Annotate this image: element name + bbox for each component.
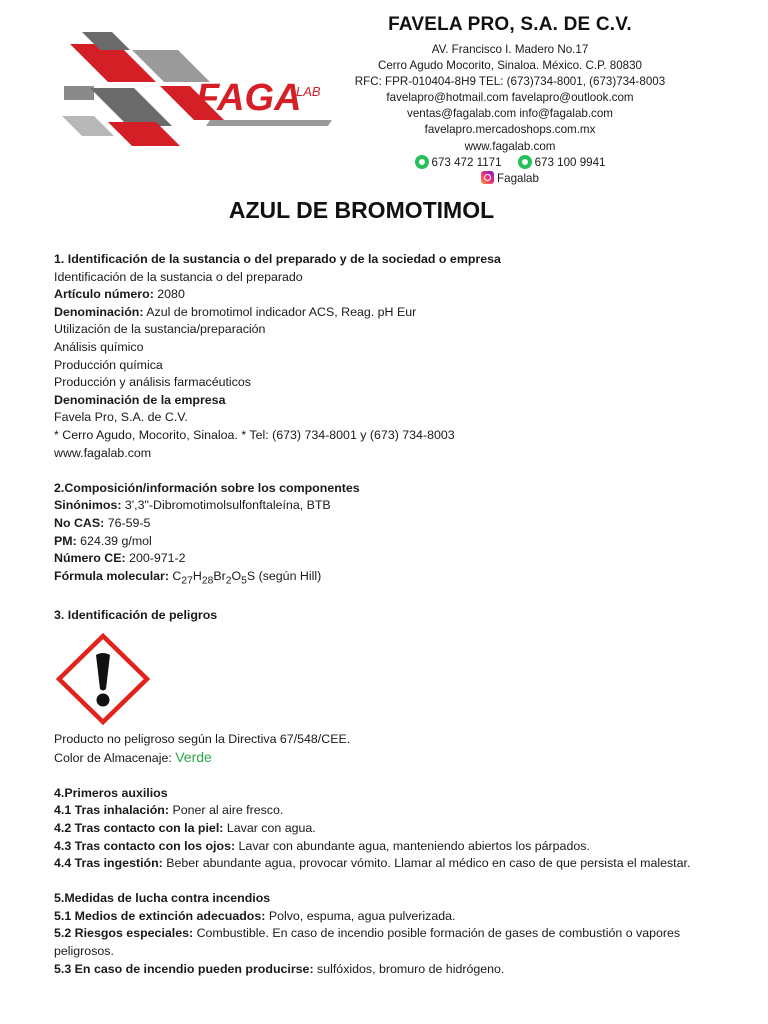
email-line-2[interactable]: ventas@fagalab.com info@fagalab.com — [407, 107, 613, 121]
rfc-phone-line: RFC: FPR-010404-8H9 TEL: (673)734-8001, (673)734-8003 — [354, 75, 666, 89]
section-1-heading: 1. Identificación de la sustancia o del preparado y de la sociedad o empresa — [54, 252, 501, 266]
storage-color-value: Verde — [175, 748, 212, 765]
email-line[interactable]: favelapro@hotmail.com favelapro@outlook.com — [386, 91, 634, 105]
address-line: AV. Francisco I. Madero No.17 — [431, 43, 589, 56]
exclamation-warning-icon — [54, 633, 152, 725]
website-link[interactable]: www.fagalab.com — [464, 139, 556, 153]
empresa-address: * Cerro Agudo, Mocorito, Sinaloa. * Tel: (673) 734-8001 y (673) 734-8003 — [54, 427, 455, 442]
sinonimos-label: Sinónimos: — [54, 498, 122, 513]
sinonimos-row — [54, 497, 734, 515]
pm-row — [54, 533, 734, 551]
logo-graphic — [60, 30, 332, 150]
formula-h: H — [192, 568, 202, 583]
whatsapp-icon — [415, 155, 429, 169]
cas-value: 76-59-5 — [104, 515, 151, 530]
first-aid-value: Lavar con agua. — [223, 820, 316, 835]
empresa-label: Denominación de la empresa — [54, 392, 226, 407]
formula-br: Br — [213, 568, 226, 583]
address-line-2: Cerro Agudo Mocorito, Sinaloa. México. C.P. 80830 — [377, 59, 642, 73]
document-body — [54, 251, 734, 978]
formula-row — [54, 568, 734, 590]
empresa-name: Favela Pro, S.A. de C.V. — [54, 410, 188, 425]
logo-wordmark: FAGA — [196, 77, 302, 119]
cas-label: No CAS: — [54, 515, 105, 530]
formula-sub: 2 — [225, 575, 232, 587]
whatsapp-number-2[interactable]: 673 100 9941 — [534, 155, 606, 169]
empresa-website[interactable]: www.fagalab.com — [54, 445, 152, 460]
first-aid-row — [54, 820, 734, 838]
section-1-line: Identificación de la sustancia o del preparado — [54, 269, 303, 284]
formula-sub: 27 — [181, 575, 193, 587]
uso-line: Producción y análisis farmacéuticos — [54, 375, 251, 390]
fire-measure-label: 5.1 Medios de extinción adecuados: — [54, 908, 266, 923]
articulo-label: Artículo número: — [54, 287, 154, 302]
pm-label: PM: — [54, 533, 77, 548]
denominacion-label: Denominación: — [54, 304, 144, 319]
whatsapp-line — [350, 155, 670, 171]
first-aid-row — [54, 838, 734, 856]
first-aid-label: 4.1 Tras inhalación: — [54, 803, 170, 818]
articulo-row — [54, 286, 734, 304]
articulo-value: 2080 — [153, 287, 185, 302]
formula-o: O — [231, 568, 242, 583]
denominacion-value: Azul de bromotimol indicador ACS, Reag. pH Eur — [143, 304, 417, 319]
first-aid-value: Lavar con abundante agua, manteniendo abiertos los párpados. — [235, 838, 590, 853]
section-3-heading: 3. Identificación de peligros — [54, 608, 218, 623]
first-aid-row — [54, 802, 734, 820]
first-aid-value: Beber abundante agua, provocar vómito. Llamar al médico en caso de que persista el malestar. — [162, 856, 691, 871]
formula-c: C — [168, 568, 182, 583]
section-4-heading: 4.Primeros auxilios — [54, 785, 168, 800]
uso-line: Análisis químico — [54, 339, 144, 354]
fire-measure-label: 5.3 En caso de incendio pueden producirse: — [54, 961, 314, 976]
fire-measure-value: Polvo, espuma, agua pulverizada. — [265, 908, 456, 923]
fire-measure-value: sulfóxidos, bromuro de hidrógeno. — [313, 961, 505, 976]
fire-measure-value: Combustible. En caso de incendio posible formación de gases de combustión o vapores peligrosos. — [54, 926, 681, 959]
document-title: AZUL DE BROMOTIMOL — [228, 197, 495, 223]
first-aid-value: Poner al aire fresco. — [169, 803, 284, 818]
shop-link[interactable]: favelapro.mercadoshops.com.mx — [424, 123, 596, 137]
formula-label: Fórmula molecular: — [54, 568, 169, 583]
hazard-statement: Producto no peligroso según la Directiva 67/548/CEE. — [54, 731, 351, 746]
section-5-heading: 5.Medidas de lucha contra incendios — [54, 891, 271, 906]
storage-color-label: Color de Almacenaje: — [54, 750, 176, 765]
fire-measure-row — [54, 925, 734, 960]
formula-rest: S (según Hill) — [246, 568, 322, 583]
company-header — [350, 14, 670, 187]
instagram-handle[interactable]: Fagalab — [497, 171, 539, 185]
utilizacion-line: Utilización de la sustancia/preparación — [54, 322, 266, 337]
formula-sub: 5 — [241, 575, 247, 587]
whatsapp-number-1[interactable]: 673 472 1171 — [431, 155, 502, 169]
first-aid-row — [54, 855, 734, 873]
formula-sub: 28 — [201, 575, 214, 587]
uso-line: Producción química — [54, 357, 163, 372]
first-aid-label: 4.3 Tras contacto con los ojos: — [54, 838, 236, 853]
ce-value: 200-971-2 — [125, 551, 186, 566]
fire-measure-row — [54, 908, 734, 926]
cas-row — [54, 515, 734, 533]
first-aid-label: 4.2 Tras contacto con la piel: — [54, 820, 224, 835]
sinonimos-value: 3',3"-Dibromotimolsulfonftaleína, BTB — [121, 498, 331, 513]
fire-measure-row — [54, 961, 734, 979]
fire-measure-label: 5.2 Riesgos especiales: — [54, 926, 194, 941]
first-aid-label: 4.4 Tras ingestión: — [54, 856, 163, 871]
fagalab-logo — [60, 30, 332, 150]
company-name: FAVELA PRO, S.A. DE C.V. — [388, 14, 632, 35]
storage-color-row — [54, 749, 734, 768]
instagram-line — [350, 171, 670, 187]
pm-value: 624.39 g/mol — [76, 533, 152, 548]
section-2-heading: 2.Composición/información sobre los componentes — [54, 480, 360, 495]
ce-label: Número CE: — [54, 551, 126, 566]
whatsapp-icon — [518, 155, 532, 169]
ce-row — [54, 550, 734, 568]
instagram-icon — [481, 171, 494, 184]
logo-sub: LAB — [296, 84, 321, 99]
hazard-pictogram — [54, 633, 734, 721]
denominacion-row — [54, 304, 734, 322]
